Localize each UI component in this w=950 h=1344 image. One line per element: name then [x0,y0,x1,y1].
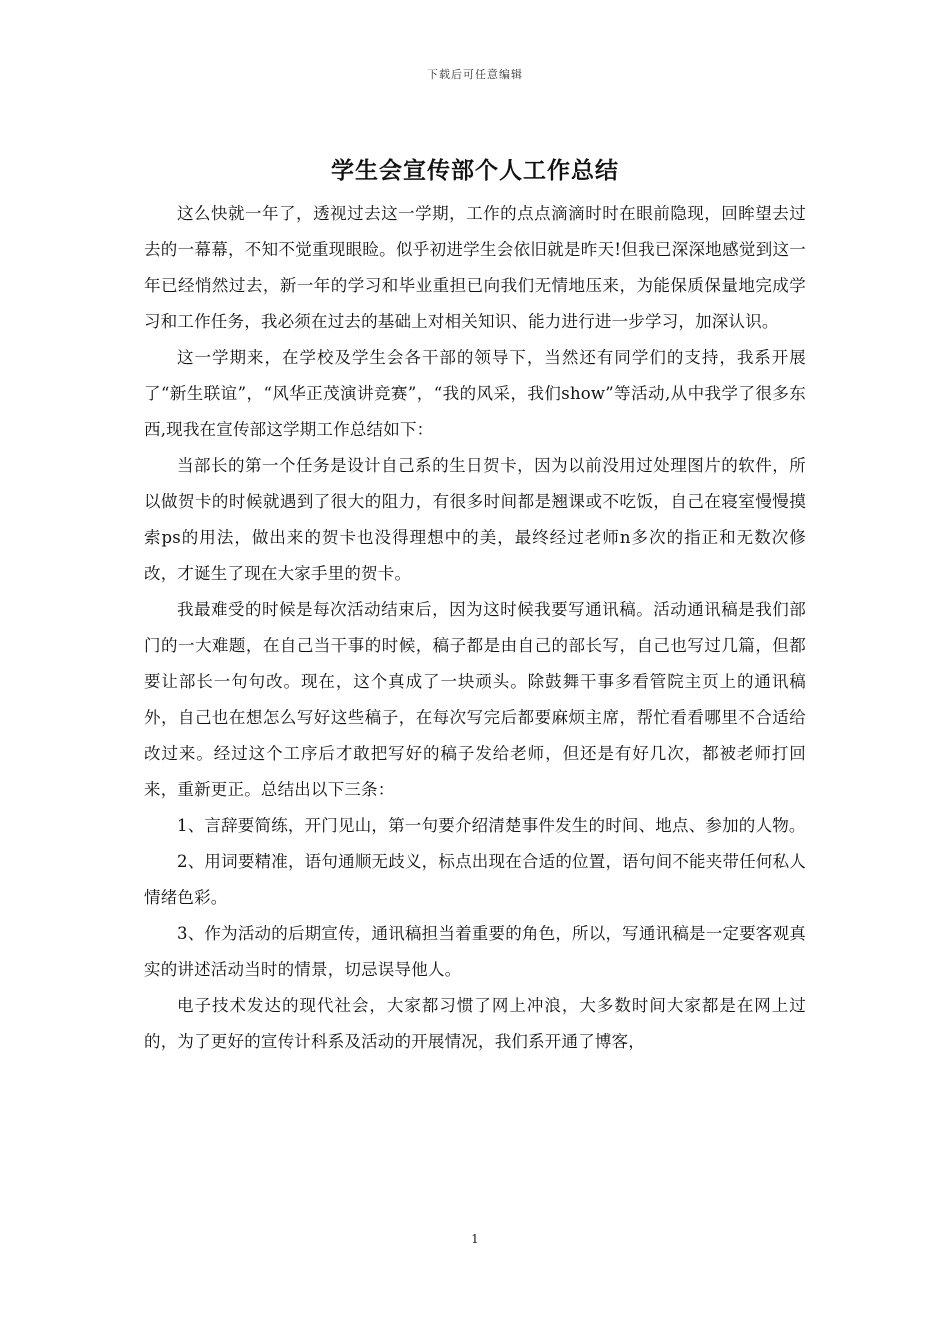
list-item-2: 2、用词要精准，语句通顺无歧义，标点出现在合适的位置，语句间不能夹带任何私人情绪色彩。 [144,852,806,907]
page-number: 1 [471,1232,479,1246]
list-item-1: 1、言辞要简练，开门见山，第一句要介绍清楚事件发生的时间、地点、参加的人物。 [177,816,806,835]
paragraph-1: 这么快就一年了，透视过去这一学期，工作的点点滴滴时时在眼前隐现，回眸望去过去的一幕幕，不知不觉重现眼睑。似乎初进学生会依旧就是昨天!但我已深深地感觉到这一年已经悄然过去，新一年的学习和毕业重担已向我们无情地压来，为能保质保量地完成学习和工作任务，我必须在过去的基础上对相关知识、能力进行进一步学习，加深认识。 [144,204,806,331]
paragraph-3: 当部长的第一个任务是设计自己系的生日贺卡，因为以前没用过处理图片的软件，所以做贺卡的时候就遇到了很大的阻力，有很多时间都是翘课或不吃饭，自己在寝室慢慢摸索ps的用法，做出来的贺卡也没得理想中的美，最终经过老师n多次的指正和无数次修改，才诞生了现在大家手里的贺卡。 [144,456,806,583]
paragraph-5: 电子技术发达的现代社会，大家都习惯了网上冲浪，大多数时间大家都是在网上过的，为了更好的宣传计科系及活动的开展情况，我们系开通了博客， [144,996,806,1051]
paragraph-2: 这一学期来，在学校及学生会各干部的领导下，当然还有同学们的支持，我系开展了“新生联谊”，“风华正茂演讲竞赛”，“我的风采，我们show”等活动,从中我学了很多东西,现我在宣传部这学期工作总结如下： [144,348,806,439]
document-title: 学生会宣传部个人工作总结 [331,157,619,184]
header-note: 下载后可任意编辑 [427,68,523,81]
document-body [144,196,806,1060]
paragraph-4: 我最难受的时候是每次活动结束后，因为这时候我要写通讯稿。活动通讯稿是我们部门的一大难题，在自己当干事的时候，稿子都是由自己的部长写，自己也写过几篇，但都要让部长一句句改。现在，这个真成了一块顽头。除鼓舞干事多看管院主页上的通讯稿外，自己也在想怎么写好这些稿子，在每次写完后都要麻烦主席，帮忙看看哪里不合适给改过来。经过这个工序后才敢把写好的稿子发给老师，但还是有好几次，都被老师打回来，重新更正。总结出以下三条： [144,600,806,799]
list-item-3: 3、作为活动的后期宣传，通讯稿担当着重要的角色，所以，写通讯稿是一定要客观真实的讲述活动当时的情景，切忌误导他人。 [144,924,806,979]
